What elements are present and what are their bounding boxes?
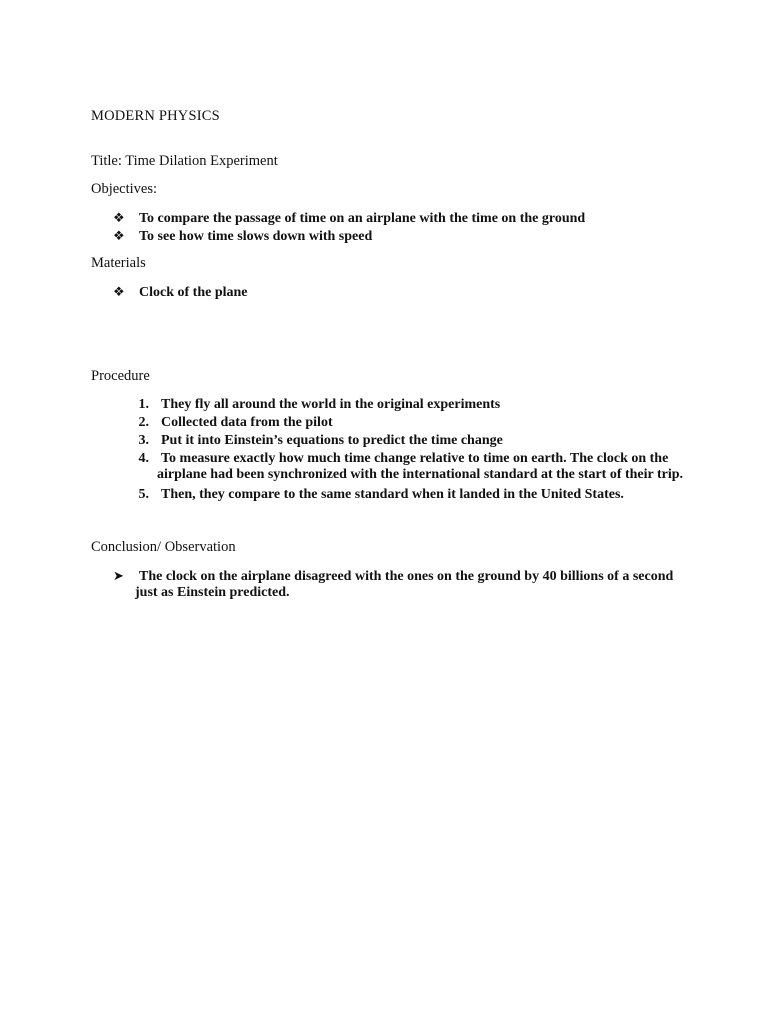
list-item [129,449,668,467]
diamond-bullet-icon: ❖ [113,228,125,243]
step-number: 2. [138,415,149,430]
conclusion-text-continued: just as Einstein predicted. [135,585,290,600]
step-number: 4. [138,451,149,466]
step-number: 5. [138,487,149,502]
list-item [113,227,372,245]
step-number: 3. [138,433,149,448]
course-name: MODERN PHYSICS [91,108,220,124]
list-item [129,413,333,431]
objective-text: To see how time slows down with speed [139,229,373,244]
diamond-bullet-icon: ❖ [113,284,125,299]
list-item [113,209,585,227]
objective-text: To compare the passage of time on an airplane with the time on the ground [139,211,586,226]
arrow-bullet-icon: ➤ [113,568,124,583]
diamond-bullet-icon: ❖ [113,210,125,225]
document-title: Title: Time Dilation Experiment [91,153,278,169]
step-text: Then, they compare to the same standard when it landed in the United States. [161,487,624,502]
step-number: 1. [138,397,149,412]
procedure-heading: Procedure [91,368,150,384]
list-item [129,395,500,413]
conclusion-text: The clock on the airplane disagreed with the ones on the ground by 40 billions of a second [139,569,674,584]
conclusion-heading: Conclusion/ Observation [91,539,236,555]
step-text: Collected data from the pilot [161,415,333,430]
objectives-heading: Objectives: [91,181,158,197]
step-text: To measure exactly how much time change relative to time on earth. The clock on the [161,451,669,466]
list-item [113,567,673,585]
list-item [113,283,248,301]
step-text: Put it into Einstein’s equations to predict the time change [161,433,503,448]
material-text: Clock of the plane [139,285,248,300]
list-item [129,485,624,503]
step-text-continued: airplane had been synchronized with the international standard at the start of their trip. [157,467,684,482]
list-item [129,431,503,449]
step-text: They fly all around the world in the original experiments [161,397,501,412]
materials-heading: Materials [91,255,146,271]
